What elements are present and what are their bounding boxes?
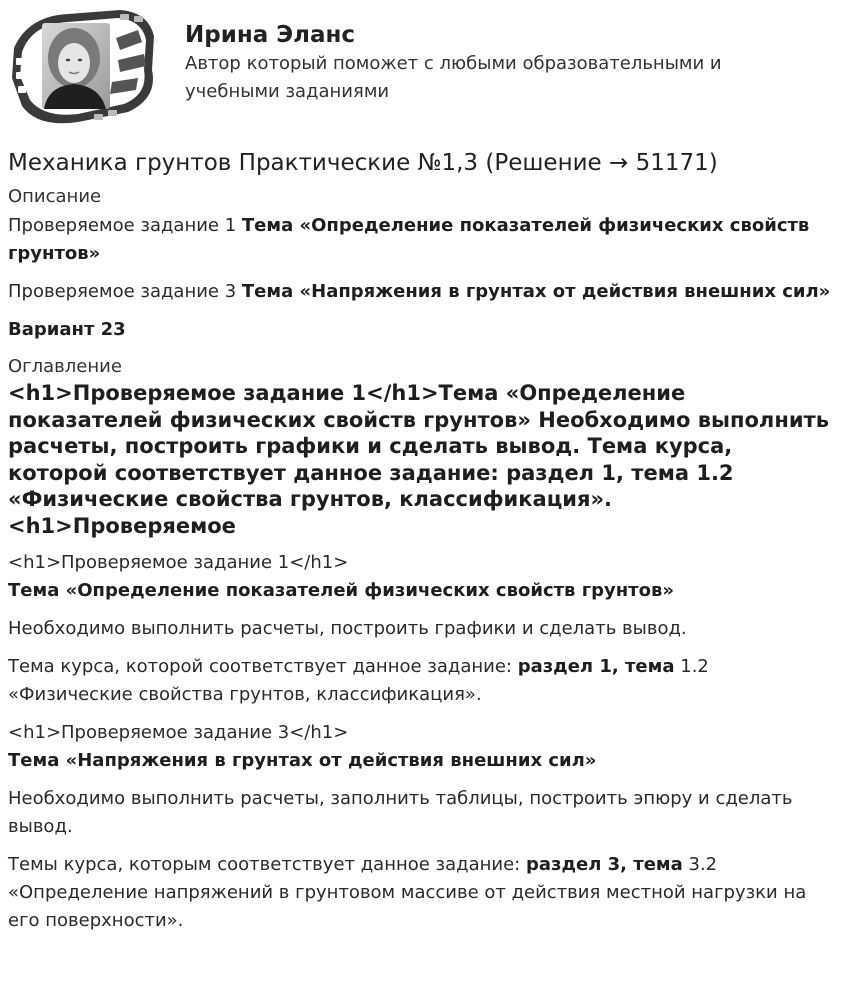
task-3-topic: Тема «Напряжения в грунтах от действия внешних сил» [241, 281, 831, 302]
section-3-course [8, 851, 838, 935]
author-card [8, 8, 838, 128]
section-3-course-suffix: 3.2 «Определение напряжений в грунтовом массиве от действия местной нагрузки на его поверхности». [8, 854, 807, 931]
section-1-topic [8, 577, 838, 605]
task-1-prefix: Проверяемое задание 1 [8, 215, 242, 236]
section-3-course-prefix: Темы курса, которым соответствует данное задание: [8, 854, 526, 875]
task-1-topic: Тема «Определение показателей физических свойств грунтов» [8, 215, 810, 264]
section-3-course-bold: раздел 3, тема [525, 854, 683, 875]
work-title: Механика грунтов Практические №1,3 (Решение → 51171) [8, 150, 718, 176]
description-label: Описание [8, 186, 102, 207]
description-task-1 [8, 212, 838, 268]
toc-text: <h1>Проверяемое задание 1</h1>Тема «Определение показателей физических свойств грунтов» Необходимо выполнить расчеты, построить графики и сделать вывод. Тема курса, которой соответствует данное задание: раздел 1, тема 1.2 «Физические свойства грунтов, классификация». <h1>Проверяемое [8, 381, 829, 538]
section-1-task: Необходимо выполнить расчеты, построить графики и сделать вывод. [8, 618, 687, 639]
section-3-header: <h1>Проверяемое задание 3</h1> [8, 722, 349, 743]
work-content [8, 146, 838, 945]
task-3-prefix: Проверяемое задание 3 [8, 281, 242, 302]
section-1-course-bold: раздел 1, тема [517, 656, 675, 677]
section-3-topic [8, 747, 838, 775]
avatar[interactable] [8, 8, 158, 126]
section-1-course-prefix: Тема курса, которой соответствует данное задание: [8, 656, 518, 677]
section-1-course [8, 653, 838, 709]
section-1-header: <h1>Проверяемое задание 1</h1> [8, 552, 349, 573]
film-frame-avatar-icon [8, 8, 158, 126]
variant-text: Вариант 23 [8, 319, 126, 340]
section-1-topic-text: Тема «Определение показателей физических свойств грунтов» [8, 580, 674, 601]
variant-label [8, 316, 838, 344]
author-name[interactable]: Ирина Эланс [185, 22, 356, 48]
section-1-course-suffix: 1.2 «Физические свойства грунтов, классификация». [8, 656, 709, 705]
author-bio: Автор который поможет с любыми образовательными и учебными заданиями [185, 53, 722, 102]
toc-label: Оглавление [8, 356, 122, 377]
description-task-3 [8, 278, 838, 306]
section-3-task: Необходимо выполнить расчеты, заполнить таблицы, построить эпюру и сделать вывод. [8, 788, 793, 837]
section-3-topic-text: Тема «Напряжения в грунтах от действия внешних сил» [8, 750, 597, 771]
